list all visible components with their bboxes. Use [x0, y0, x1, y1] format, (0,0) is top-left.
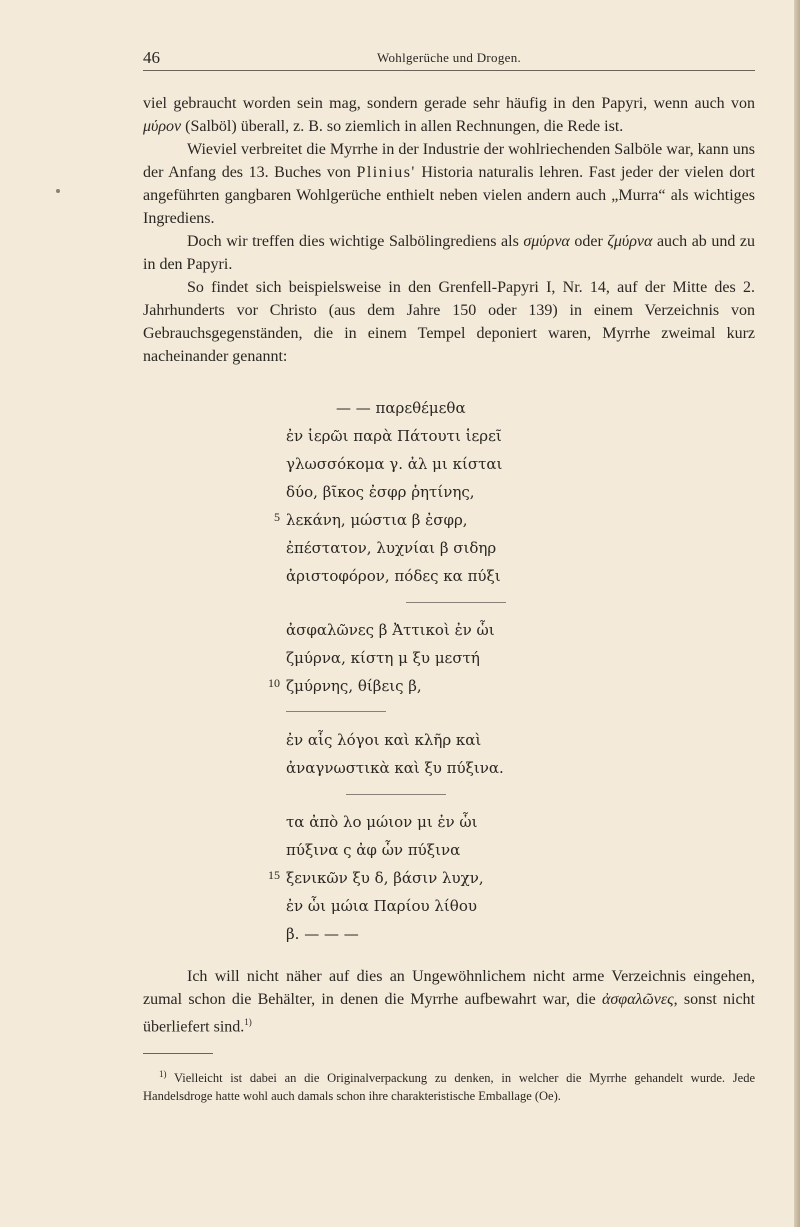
footnote-marker: 1) — [159, 1069, 167, 1079]
quote-line: ἀσφαλῶνες β Ἀττικοὶ ἐν ὧι — [286, 621, 495, 639]
quote-line: πύξινα ς ἀφ ὧν πύξινα — [286, 841, 461, 859]
page-header — [143, 48, 755, 71]
quote-line: ἀριστοφόρον, πόδες κα πύξι — [286, 567, 501, 585]
paragraph-2: Wieviel verbreitet die Myrrhe in der Industrie der wohlriechenden Salböle war, kann uns der Anfang des 13. Buches von Plinius' Historia naturalis lehren. Fast jeder der vielen dort angeführten gangbaren Wohlgerüche enthielt neben vielen andern auch „Murra“ als wichtiges Ingrediens. — [143, 141, 756, 227]
main-text — [143, 92, 755, 368]
quote-line: ἐν ὧι μώια Παρίου λίθου — [286, 897, 477, 915]
quote-line: — — παρεθέμεθα — [336, 399, 466, 417]
line-number: 10 — [268, 676, 280, 690]
quote-line: ξενικῶν ξυ δ, βάσιν λυχν, — [286, 869, 484, 887]
footnote-text: Vielleicht ist dabei an die Originalverpackung zu denken, in welcher die Myrrhe gehandelt wurde. Jede Handelsdroge hatte wohl auch damals schon ihre charakteristische Emballage (Oe). — [143, 1071, 755, 1104]
page-number: 46 — [143, 48, 160, 67]
quote-line: ἐπέστατον, λυχνίαι β σιδηρ — [286, 539, 497, 557]
separator — [406, 602, 506, 603]
page-edge — [794, 0, 800, 1227]
margin-dot — [56, 189, 60, 193]
footnote-rule — [143, 1053, 213, 1054]
greek-word-myron: μύρον — [143, 118, 182, 135]
footnote-reference[interactable]: 1) — [244, 1017, 252, 1027]
quote-line: τα ἀπὸ λο μώιον μι ἐν ὧι — [286, 813, 478, 831]
quote-line: γλωσσόκομα γ. ἀλ μι κίσται — [286, 455, 503, 473]
quote-line: ἐν ἱερῶι παρὰ Πάτουτι ἱερεῖ — [286, 427, 502, 445]
quote-line: β. — — — — [286, 925, 359, 943]
quote-line: δύο, βῖκος ἐσφρ ῥητίνης, — [286, 483, 475, 501]
running-title: Wohlgerüche und Drogen. — [376, 50, 522, 65]
greek-word-zmyrna: ζμύρνα — [607, 233, 653, 250]
closing-paragraph: Ich will nicht näher auf dies an Ungewöhnlichem nicht arme Verzeichnis eingehen, zumal schon die Behälter, in denen die Myrrhe aufbewahrt war, die ἀσφαλῶνες, sonst nicht überliefert sind.$^{1)}$ — [143, 968, 756, 1036]
line-number: 5 — [274, 510, 280, 524]
line-number: 15 — [268, 868, 280, 882]
paragraph-4: So findet sich beispielsweise in den Grenfell-Papyri I, Nr. 14, auf der Mitte des 2. Jahrhunderts vor Christo (aus dem Jahre 150 oder 139) in einem Verzeichnis von Gebrauchsgegenständen, die in einem Tempel deponiert waren, Myrrhe zweimal kurz nacheinander genannt: — [143, 279, 755, 365]
greek-word-asphalones: ἀσφαλῶνες — [602, 991, 674, 1008]
footnote — [143, 1065, 755, 1105]
quote-line: ζμύρνης, θίβεις β, — [286, 677, 422, 695]
separator — [346, 794, 446, 795]
quote-line: λεκάνη, μώστια β ἐσφρ, — [286, 511, 468, 529]
author-name: Plinius' — [356, 164, 416, 181]
greek-word-smyrna: σμύρνα — [523, 233, 570, 250]
paragraph-3: Doch wir treffen dies wichtige Salbölingrediens als σμύρνα oder ζμύρνα auch ab und zu in den Papyri. — [143, 233, 755, 273]
quote-line: ἐν αἷς λόγοι καὶ κλῆρ καὶ — [286, 731, 482, 749]
paragraph-1: viel gebraucht worden sein mag, sondern gerade sehr häufig in den Papyri, wenn auch von μύρον (Salböl) überall, z. B. so ziemlich in allen Rechnungen, die Rede ist. — [143, 95, 755, 135]
quote-line: ἀναγνωστικὰ καὶ ξυ πύξινα. — [286, 759, 504, 777]
quote-line: ζμύρνα, κίστη μ ξυ μεστή — [286, 649, 480, 667]
separator — [286, 711, 386, 712]
